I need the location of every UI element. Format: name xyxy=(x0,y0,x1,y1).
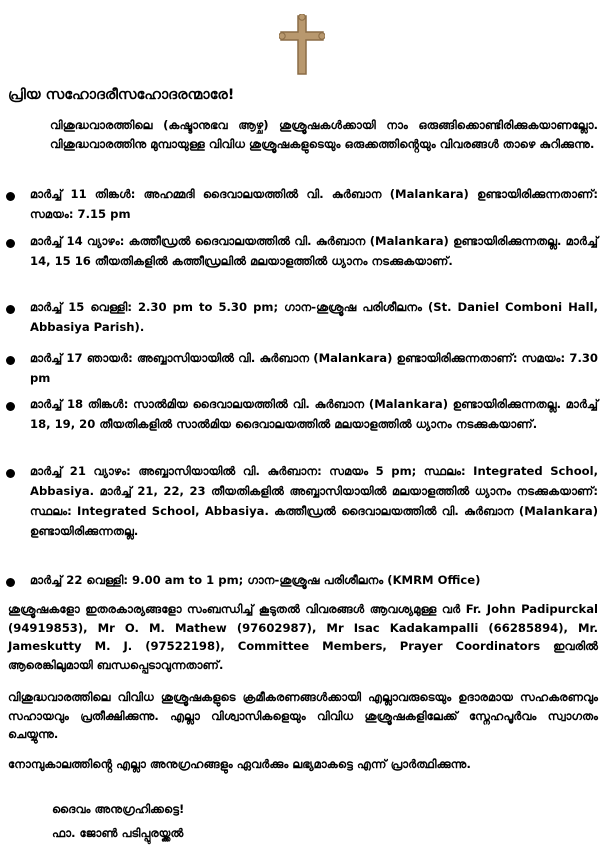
salutation: പ്രിയ സഹോദരീസഹോദരന്മാരേ! xyxy=(8,87,235,103)
intro-paragraph: വിശുദ്ധവാരത്തിലെ (കഷ്ടാനുഭവ ആഴ്ച) ശുശ്രൂഷകൾക്കായി നാം ഒരുങ്ങിക്കൊണ്ടിരിക്കുകയാണല്ലോ. വിശുദ്ധവാരത്തിനു മുമ്പായുള്ള വിവിധ ശുശ്രൂഷകളുടെയും ഒരുക്കത്തിൻ്റെയും വിവരങ്ങൾ താഴെ കുറിക്കുന്നു. xyxy=(50,118,598,151)
schedule-item: മാർച്ച് 11 തിങ്കൾ: അഹമ്മദി ദൈവാലയത്തിൽ വി. കുർബാന (Malankara) ഉണ്ടായിരിക്കുന്നതാണ്: സമയം: 7.15 pm xyxy=(30,187,598,221)
bullet-icon xyxy=(6,578,15,587)
cooperation-paragraph: വിശുദ്ധവാരത്തിലെ വിവിധ ശുശ്രൂഷകളുടെ ക്രമീകരണങ്ങൾക്കായി എല്ലാവരുടെയും ഉദാരമായ സഹകരണവും സഹായവും പ്രതീക്ഷിക്കുന്നു. എല്ലാ വിശ്വാസികളെയും വിവിധ ശുശ്രൂഷകളിലേക്ക് സ്നേഹപൂർവം സ്വാഗതം ചെയ്യുന്നു. xyxy=(8,690,598,741)
bullet-icon xyxy=(6,239,15,248)
signature: ഫാ. ജോൺ പടിപ്പുരയ്ക്കൽ xyxy=(52,826,184,840)
schedule-item: മാർച്ച് 14 വ്യാഴം: കത്തീഡ്രൽ ദൈവാലയത്തിൽ വി. കുർബാന (Malankara) ഉണ്ടായിരിക്കുന്നതല്ല. മാർച്ച് 14, 15 16 തീയതികളിൽ കത്തീഡ്രലിൽ മലയാളത്തിൽ ധ്യാനം നടക്കുകയാണ്. xyxy=(30,234,598,268)
closing-line: ദൈവം അനുഗ്രഹിക്കട്ടെ! xyxy=(52,802,185,816)
bullet-icon xyxy=(6,356,15,365)
schedule-item: മാർച്ച് 22 വെള്ളി: 9.00 am to 1 pm; ഗാന-ശുശ്രൂഷ പരിശീലനം (KMRM Office) xyxy=(30,573,481,587)
cross-icon xyxy=(279,14,325,76)
contact-paragraph: ശുശ്രൂഷകളോ ഇതരകാര്യങ്ങളോ സംബന്ധിച്ച് കൂടുതൽ വിവരങ്ങൾ ആവശ്യമുള്ള വർ Fr. John Padipurckal (94919853), Mr O. M. Mathew (97602987), Mr Isac Kadakampalli (66285894), Mr. Jameskutty M. J. (97522198), Committee Members, Prayer Coordinators ഇവരിൽ ആരെങ്കിലുമായി ബന്ധപ്പെടാവുന്നതാണ്. xyxy=(8,602,598,672)
bullet-icon xyxy=(6,192,15,201)
schedule-item: മാർച്ച് 18 തിങ്കൾ: സാൽമിയ ദൈവാലയത്തിൽ വി. കുർബാന (Malankara) ഉണ്ടായിരിക്കുന്നതല്ല. മാർച്ച് 18, 19, 20 തീയതികളിൽ സാൽമിയ ദൈവാലയത്തിൽ മലയാളത്തിൽ ധ്യാനം നടക്കുകയാണ്. xyxy=(30,397,598,431)
schedule-item: മാർച്ച് 21 വ്യാഴം: അബ്ബാസിയായിൽ വി. കുർബാന: സമയം 5 pm; സ്ഥലം: Integrated School, Abbasiya. മാർച്ച് 21, 22, 23 തീയതികളിൽ അബ്ബാസിയായിൽ മലയാളത്തിൽ ധ്യാനം നടക്കുകയാണ്: സ്ഥലം: Integrated School, Abbasiya. കത്തീഡ്രൽ ദൈവാലയത്തിൽ വി. കുർബാന (Malankara) ഉണ്ടായിരിക്കുന്നതല്ല. xyxy=(30,464,598,538)
bullet-icon xyxy=(6,469,15,478)
blessing-paragraph: നോമ്പുകാലത്തിൻ്റെ എല്ലാ അനുഗ്രഹങ്ങളും ഏവർക്കും ലഭ്യമാകട്ടെ എന്ന് പ്രാർത്ഥിക്കുന്നു. xyxy=(8,757,471,771)
bullet-icon xyxy=(6,305,15,314)
bullet-icon xyxy=(6,402,15,411)
schedule-item: മാർച്ച് 17 ഞായർ: അബ്ബാസിയായിൽ വി. കുർബാന (Malankara) ഉണ്ടായിരിക്കുന്നതാണ്: സമയം: 7.30 pm xyxy=(30,351,598,385)
schedule-item: മാർച്ച് 15 വെള്ളി: 2.30 pm to 5.30 pm; ഗാന-ശുശ്രൂഷ പരിശീലനം (St. Daniel Comboni Hall, Abbasiya Parish). xyxy=(30,300,598,334)
